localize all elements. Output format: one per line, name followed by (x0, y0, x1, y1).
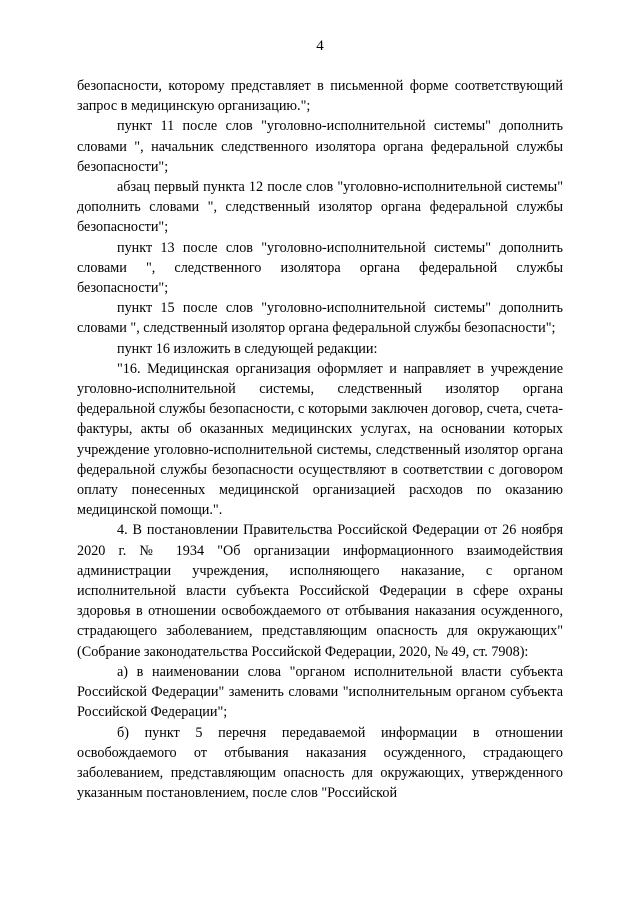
paragraph-item-15: пункт 15 после слов "уголовно-исполнительной системы" дополнить словами ", следственный изолятор органа федеральной службы безопасности"; (77, 300, 563, 337)
paragraph-item-13: пункт 13 после слов "уголовно-исполнительной системы" дополнить словами ", следственного изолятора органа федеральной службы безопасности"; (77, 239, 563, 297)
paragraph-subitem-a: а) в наименовании слова "органом исполнительной власти субъекта Российской Федерации" заменить словами "исполнительным органом субъекта Российской Федерации"; (77, 663, 563, 721)
paragraph-item-16-text: "16. Медицинская организация оформляет и направляет в учреждение уголовно-исполнительной системы, следственный изолятор органа федеральной службы безопасности, с которыми заключен договор, счета, счета-фактуры, акты об оказанных медицинских услугах, на основании которых учреждение уголовно-исполнительной системы, следственный изолятор органа федеральной службы безопасности осуществляют в соответствии с договором оплату понесенных медицинской организацией расходов по оказанию медицинской помощи.". (77, 360, 563, 519)
paragraph-continuation: безопасности, которому представляет в письменной форме соответствующий запрос в медицинскую организацию."; (77, 78, 563, 115)
paragraph-subitem-b: б) пункт 5 перечня передаваемой информации в отношении освобождаемого от отбывания наказания осужденного, страдающего заболеванием, представляющим опасность для окружающих, утвержденного указанным постановлением, после слов "Российской (77, 724, 563, 802)
document-body (77, 76, 563, 803)
paragraph-item-12: абзац первый пункта 12 после слов "уголовно-исполнительной системы" дополнить словами ", следственный изолятор органа федеральной службы безопасности"; (77, 179, 563, 236)
page-number: 4 (316, 38, 324, 54)
paragraph-item-16-intro: пункт 16 изложить в следующей редакции: (117, 340, 378, 357)
paragraph-item-11: пункт 11 после слов "уголовно-исполнительной системы" дополнить словами ", начальник следственного изолятора органа федеральной службы безопасности"; (77, 118, 563, 175)
paragraph-section-4: 4. В постановлении Правительства Российской Федерации от 26 ноября 2020 г. № 1934 "Об организации информационного взаимодействия администрации учреждения, исполняющего наказание, с органом исполнительной власти субъекта Российской Федерации в сфере охраны здоровья в отношении освобождаемого от отбывания наказания осужденного, страдающего заболеванием, представляющим опасность для окружающих" (Собрание законодательства Российской Федерации, 2020, № 49, ст. 7908): (77, 522, 563, 660)
